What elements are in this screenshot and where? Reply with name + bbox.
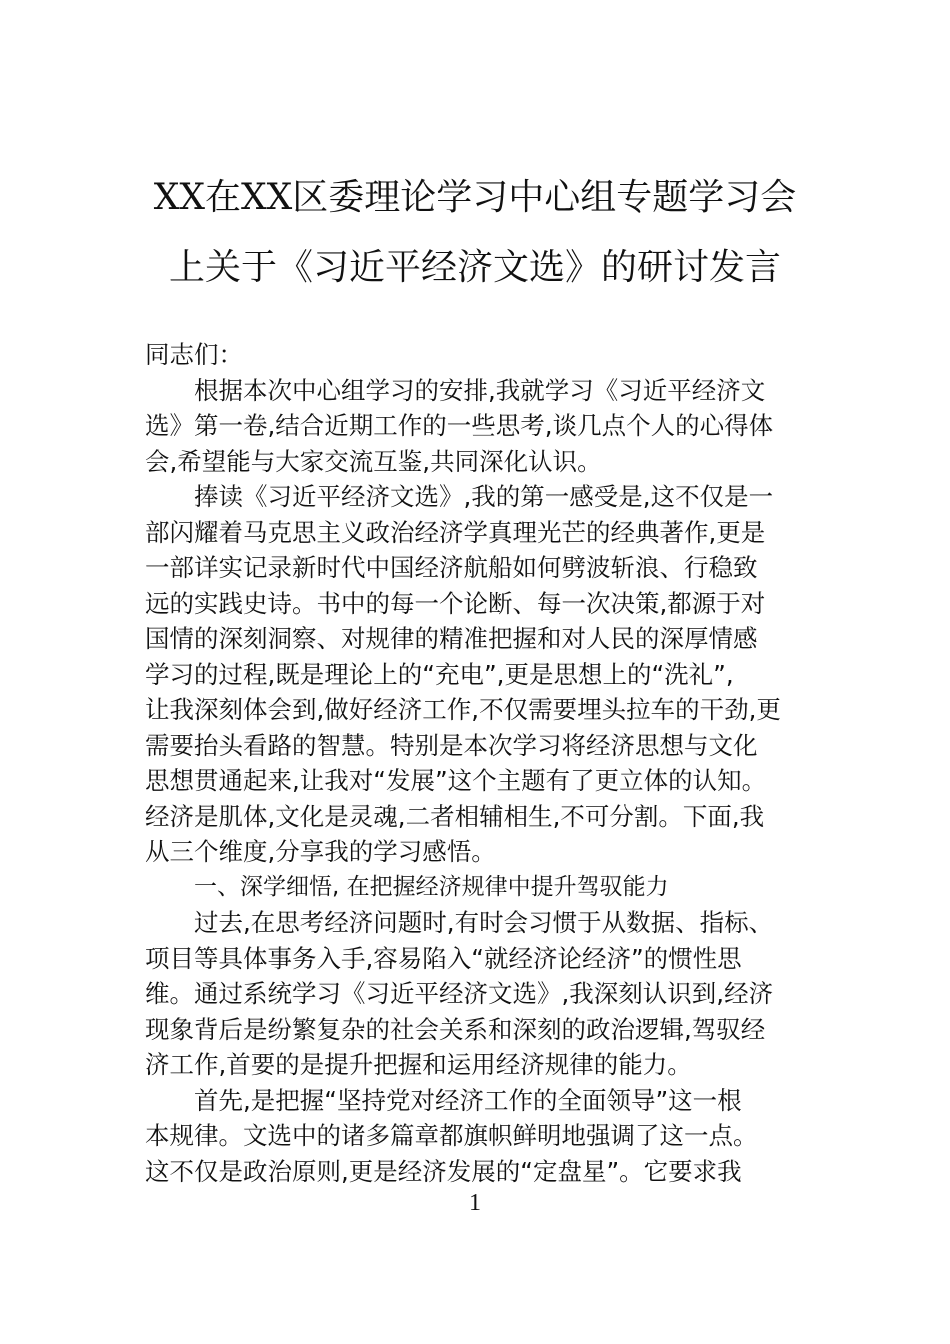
paragraph-line: 会,希望能与大家交流互鉴,共同深化认识。 — [145, 446, 602, 476]
document-title-line-1: XX在XX区委理论学习中心组专题学习会 — [153, 177, 797, 218]
paragraph-line: 思想贯通起来,让我对“发展”这个主题有了更立体的认知。 — [145, 766, 767, 795]
document-title-line-2: 上关于《习近平经济文选》的研讨发言 — [168, 247, 781, 288]
paragraph-line: 远的实践史诗。书中的每一个论断、每一次决策,都源于对 — [145, 588, 766, 618]
paragraph-line: 首先,是把握“坚持党对经济工作的全面领导”这一根 — [194, 1085, 742, 1115]
section-heading: 一、深学细悟, 在把握经济规律中提升驾驭能力 — [194, 873, 669, 900]
paragraph-line: 学习的过程,既是理论上的“充电”,更是思想上的“洗礼”, — [145, 659, 734, 689]
paragraph-line: 过去,在思考经济问题时,有时会习惯于从数据、指标、 — [194, 908, 774, 937]
paragraph-line: 需要抬头看路的智慧。特别是本次学习将经济思想与文化 — [145, 730, 758, 760]
paragraph-line: 一部详实记录新时代中国经济航船如何劈波斩浪、行稳致 — [145, 553, 758, 582]
paragraph-line: 经济是肌体,文化是灵魂,二者相辅相生,不可分割。下面,我 — [145, 801, 765, 831]
paragraph-line: 选》第一卷,结合近期工作的一些思考,谈几点个人的心得体 — [145, 411, 774, 440]
paragraph-line: 现象背后是纷繁复杂的社会关系和深刻的政治逻辑,驾驭经 — [145, 1014, 766, 1044]
paragraph-line: 本规律。文选中的诸多篇章都旗帜鲜明地强调了这一点。 — [145, 1121, 758, 1150]
paragraph-line: 这不仅是政治原则,更是经济发展的“定盘星”。它要求我 — [145, 1156, 742, 1186]
paragraph-line: 国情的深刻洞察、对规律的精准把握和对人民的深厚情感 — [145, 624, 758, 653]
salutation: 同志们： — [145, 340, 243, 369]
page-number: 1 — [469, 1190, 481, 1216]
paragraph-line: 根据本次中心组学习的安排,我就学习《习近平经济文 — [194, 375, 766, 405]
paragraph-line: 从三个维度,分享我的学习感悟。 — [145, 837, 496, 866]
paragraph-line: 部闪耀着马克思主义政治经济学真理光芒的经典著作,更是 — [145, 517, 766, 547]
paragraph-line: 项目等具体事务入手,容易陷入“就经济论经济”的惯性思 — [145, 943, 742, 973]
paragraph-line: 济工作,首要的是提升把握和运用经济规律的能力。 — [145, 1050, 692, 1079]
paragraph-line: 维。通过系统学习《习近平经济文选》,我深刻认识到,经济 — [145, 979, 774, 1008]
document-body — [145, 337, 807, 1189]
paragraph-line: 捧读《习近平经济文选》,我的第一感受是,这不仅是一 — [194, 482, 774, 511]
paragraph-line: 让我深刻体会到,做好经济工作,不仅需要埋头拉车的干劲,更 — [145, 695, 781, 724]
